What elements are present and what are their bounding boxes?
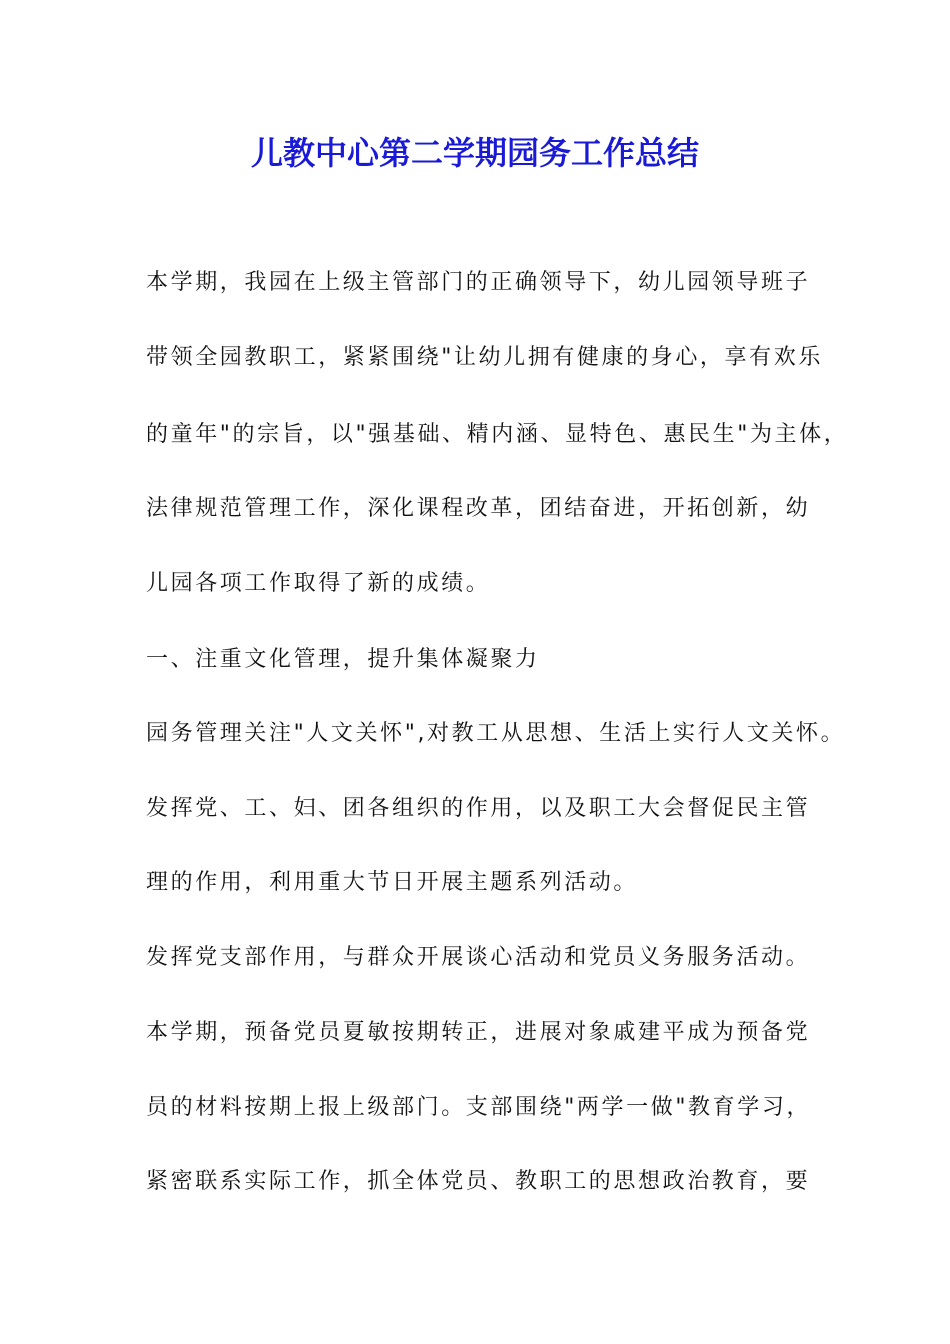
paragraph-line-3: 的童年"的宗旨，以"强基础、精内涵、显特色、惠民生"为主体， [146, 422, 849, 447]
paragraph-line-10: 本学期，预备党员夏敏按期转正，进展对象戚建平成为预备党 [146, 1020, 811, 1045]
paragraph-line-5: 儿园各项工作取得了新的成绩。 [146, 571, 491, 596]
document-title: 儿教中心第二学期园务工作总结 [250, 134, 699, 172]
paragraph-line-1: 本学期，我园在上级主管部门的正确领导下，幼儿园领导班子 [146, 270, 811, 295]
section-heading-1: 一、注重文化管理，提升集体凝聚力 [146, 647, 540, 672]
paragraph-line-6: 园务管理关注"人文关怀",对教工从思想、生活上实行人文关怀。 [146, 721, 846, 746]
paragraph-line-9: 发挥党支部作用，与群众开展谈心活动和党员义务服务活动。 [146, 945, 811, 970]
paragraph-line-12: 紧密联系实际工作，抓全体党员、教职工的思想政治教育，要 [146, 1169, 811, 1194]
paragraph-line-2: 带领全园教职工，紧紧围绕"让幼儿拥有健康的身心，享有欢乐 [146, 345, 823, 370]
paragraph-line-4: 法律规范管理工作，深化课程改革，团结奋进，开拓创新，幼 [146, 496, 811, 521]
paragraph-line-7: 发挥党、工、妇、团各组织的作用，以及职工大会督促民主管 [146, 796, 811, 821]
paragraph-line-8: 理的作用，利用重大节日开展主题系列活动。 [146, 870, 639, 895]
paragraph-line-11: 员的材料按期上报上级部门。支部围绕"两学一做"教育学习， [146, 1095, 812, 1120]
